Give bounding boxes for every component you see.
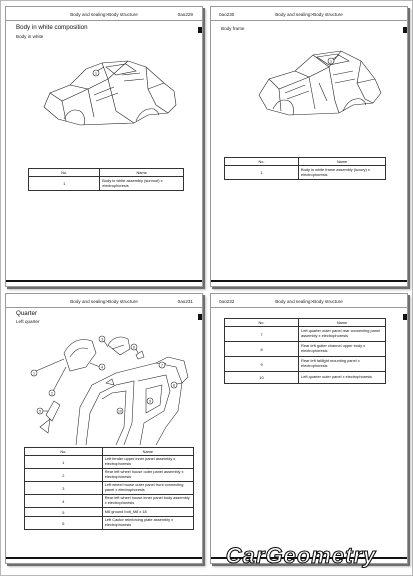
- row-number: 7: [225, 327, 299, 342]
- page-tab-marker: [198, 27, 202, 33]
- column-header-name: Name: [102, 448, 193, 456]
- column-header-name: Name: [100, 169, 184, 177]
- header-title: Body and sealing>Body structure: [275, 12, 343, 17]
- column-header-no: No.: [225, 158, 299, 166]
- callout-label: 1: [94, 70, 98, 76]
- page-code: 0ao230: [219, 12, 235, 17]
- part-name: Left quarter outer panel rear connecting panel assembly x electrophoresis: [299, 327, 386, 342]
- row-number: 9: [225, 357, 299, 372]
- part-name: M8 ground bolt_M8 x 18: [102, 508, 193, 517]
- section-title: Body in white composition: [16, 24, 88, 31]
- part-name: Body in white frame assembly (luxury) x electrophoresis: [299, 166, 386, 180]
- manual-page-2: [210, 6, 408, 287]
- page-header: [6, 12, 202, 21]
- row-number: 6: [25, 517, 103, 530]
- callout-label: 2: [51, 391, 53, 396]
- page-header: [211, 299, 407, 308]
- callout-label: 7: [161, 363, 163, 368]
- row-number: 10: [225, 372, 299, 384]
- header-title: Body and sealing>Body structure: [70, 299, 138, 304]
- subsection-title: Body in white: [16, 34, 44, 39]
- callout-label: 6: [133, 345, 135, 350]
- table-row: [225, 357, 386, 372]
- column-header-no: No.: [25, 448, 103, 456]
- row-number: 1: [225, 166, 299, 180]
- subsection-title: Body frame: [221, 26, 245, 31]
- page-header: [211, 12, 407, 21]
- page-footer-bar: [6, 280, 202, 282]
- part-name: Body in white assembly (sunroof) x electrophoresis: [100, 177, 184, 191]
- page-code: 0ao232: [219, 299, 235, 304]
- column-header-no: No.: [225, 319, 299, 327]
- parts-table: [24, 447, 194, 530]
- page-tab-marker: [403, 314, 407, 320]
- callout-label: 8: [173, 383, 175, 388]
- table-row: [225, 327, 386, 342]
- page-footer-bar: [6, 557, 202, 559]
- section-title: Quarter: [16, 310, 37, 317]
- column-header-no: No.: [29, 169, 100, 177]
- part-name: Left quarter outer panel x electrophoresis: [299, 372, 386, 384]
- table-row: [25, 495, 194, 508]
- cargeometry-watermark-logo: [196, 540, 406, 570]
- part-name: Rear left wheel house inner panel body assembly x electrophoresis: [102, 495, 193, 508]
- callout-label: 4: [101, 365, 103, 370]
- part-name: Rear left gutter channel upper body x electrophoresis: [299, 342, 386, 357]
- manual-page-1: [5, 6, 203, 287]
- body-frame-illustration: [249, 39, 389, 131]
- quarter-panel-exploded-illustration: [16, 327, 196, 445]
- manual-page-4: [210, 293, 408, 564]
- row-number: 1: [29, 177, 100, 191]
- manual-page-3: [5, 293, 203, 564]
- body-in-white-illustration: [36, 45, 182, 137]
- table-row: [25, 456, 194, 469]
- part-name: Left Cactor reinforcing plate assembly x electrophoresis: [102, 517, 193, 530]
- callout-label: 3: [101, 337, 103, 342]
- table-row: [225, 372, 386, 384]
- table-row: [25, 469, 194, 482]
- watermark-text: CarGeometry: [225, 543, 377, 568]
- page-tab-marker: [198, 314, 202, 320]
- page-footer-bar: [211, 280, 407, 282]
- table-row: [225, 342, 386, 357]
- row-number: 5: [25, 508, 103, 517]
- page-code: 0ao231: [177, 299, 193, 304]
- part-name: Rear left wheel house outer panel assembly x electrophoresis: [102, 469, 193, 482]
- table-row: [25, 517, 194, 530]
- part-name: Left wheel house outer panel front connecting panel x electrophoresis: [102, 482, 193, 495]
- callout-label: 9: [149, 399, 151, 404]
- parts-table: [224, 318, 386, 384]
- table-row: [225, 166, 386, 180]
- callout-label: 1: [329, 58, 333, 64]
- row-number: 1: [25, 456, 103, 469]
- page-header: [6, 299, 202, 308]
- page-tab-marker: [403, 27, 407, 33]
- table-row: [29, 177, 184, 191]
- header-title: Body and sealing>Body structure: [70, 12, 138, 17]
- column-header-name: Name: [299, 319, 386, 327]
- table-row: [25, 482, 194, 495]
- part-name: Rear left taillight mounting panel x electrophoresis: [299, 357, 386, 372]
- subsection-title: Left quarter: [16, 319, 40, 324]
- page-code: 0ao229: [177, 12, 193, 17]
- table-row: [25, 508, 194, 517]
- row-number: 8: [225, 342, 299, 357]
- row-number: 3: [25, 482, 103, 495]
- header-title: Body and sealing>Body structure: [275, 299, 343, 304]
- parts-table: [224, 157, 386, 180]
- column-header-name: Name: [299, 158, 386, 166]
- parts-table: [28, 168, 184, 191]
- part-name: Left fender upper inner panel assembly x electrophoresis: [102, 456, 193, 469]
- callout-label: 1: [33, 371, 35, 376]
- callout-label: 5: [39, 409, 41, 414]
- row-number: 4: [25, 495, 103, 508]
- callout-label: 10: [118, 409, 122, 414]
- row-number: 2: [25, 469, 103, 482]
